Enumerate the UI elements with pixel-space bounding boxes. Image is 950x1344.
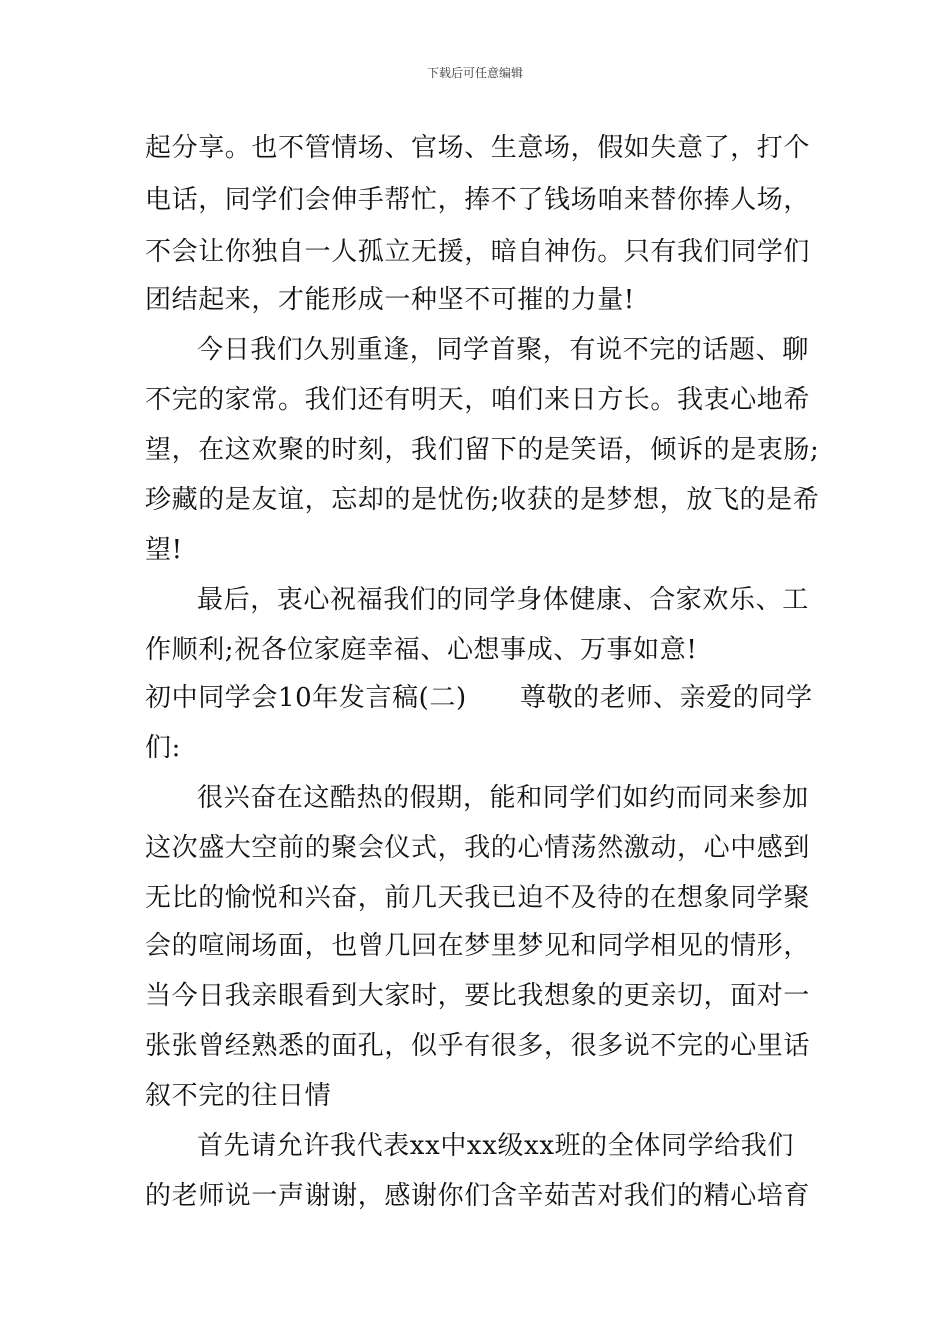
text-line: 会的喧闹场面，也曾几回在梦里梦见和同学相见的情形， <box>145 931 811 961</box>
text-line: 当今日我亲眼看到大家时，要比我想象的更亲切，面对一 <box>145 981 811 1011</box>
text-line: 望! <box>145 535 183 565</box>
text-line: 这次盛大空前的聚会仪式，我的心情荡然激动，心中感到 <box>145 833 811 863</box>
text-line: 首先请允许我代表xx中xx级xx班的全体同学给我们 <box>197 1131 794 1161</box>
text-line: 不完的家常。我们还有明天，咱们来日方长。我衷心地希 <box>145 385 811 415</box>
text-line: 们: <box>145 733 181 763</box>
text-line: 今日我们久别重逢，同学首聚，有说不完的话题、聊 <box>197 335 809 365</box>
text-line: 起分享。也不管情场、官场、生意场，假如失意了，打个 <box>145 133 811 163</box>
text-line: 张张曾经熟悉的面孔，似乎有很多，很多说不完的心里话 <box>145 1031 811 1061</box>
text-line: 最后，衷心祝福我们的同学身体健康、合家欢乐、工 <box>197 585 809 615</box>
text-line: 无比的愉悦和兴奋，前几天我已迫不及待的在想象同学聚 <box>145 883 811 913</box>
text-line: 望，在这欢聚的时刻，我们留下的是笑语，倾诉的是衷肠; <box>145 435 820 465</box>
text-line: 的老师说一声谢谢，感谢你们含辛茹苦对我们的精心培育 <box>145 1181 811 1211</box>
text-line: 初中同学会10年发言稿(二) 尊敬的老师、亲爱的同学 <box>145 683 813 713</box>
text-line: 团结起来，才能形成一种坚不可摧的力量! <box>145 285 635 315</box>
text-line: 不会让你独自一人孤立无援，暗自神伤。只有我们同学们 <box>145 237 811 267</box>
page-header: 下载后可任意编辑 <box>426 66 523 80</box>
text-line: 叙不完的往日情 <box>145 1081 332 1111</box>
text-line: 很兴奋在这酷热的假期，能和同学们如约而同来参加 <box>197 783 809 813</box>
text-line: 珍藏的是友谊，忘却的是忧伤;收获的是梦想，放飞的是希 <box>145 485 820 515</box>
text-line: 作顺利;祝各位家庭幸福、心想事成、万事如意! <box>145 635 698 665</box>
text-line: 电话，同学们会伸手帮忙，捧不了钱场咱来替你捧人场， <box>145 185 811 215</box>
